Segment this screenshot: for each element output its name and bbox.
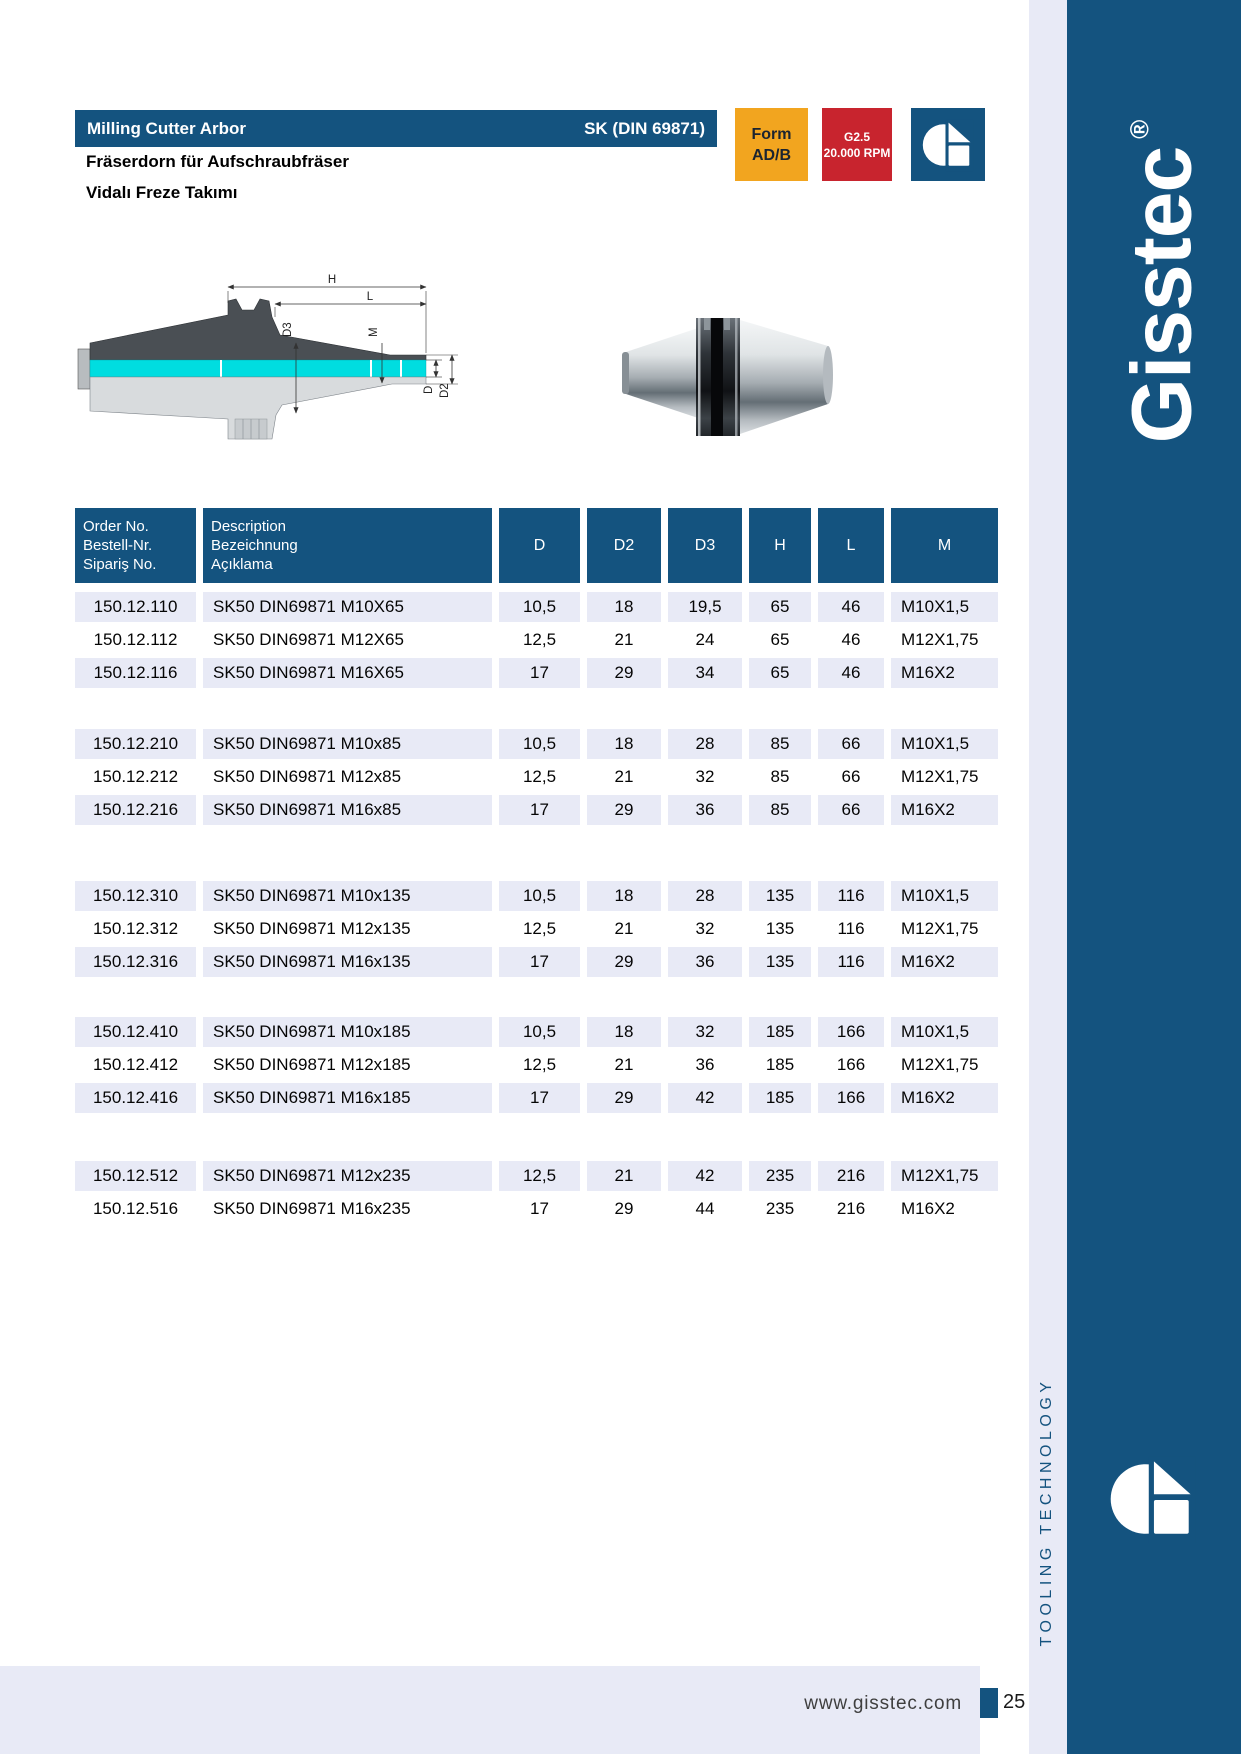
cell-desc: SK50 DIN69871 M10X65 [203,592,492,622]
cell-desc: SK50 DIN69871 M12X65 [213,630,404,649]
cell-m: M16X2 [891,658,998,688]
cell-l: 66 [841,767,861,786]
cell-desc: SK50 DIN69871 M10x185 [203,1017,492,1047]
table-group [75,1161,998,1227]
table-group [75,729,998,828]
table-row [75,795,998,825]
cell-d: 12,5 [522,630,557,649]
cell-d3: 32 [668,1017,742,1047]
registered-mark: ® [1124,120,1155,139]
page-number-marker [980,1688,998,1718]
cell-l: 66 [818,729,884,759]
cell-order: 150.12.312 [92,919,179,938]
cell-desc: SK50 DIN69871 M16x135 [203,947,492,977]
cell-d3: 44 [695,1199,715,1218]
col-header-d2: D2 [587,508,661,583]
col-header-h: H [749,508,811,583]
cell-order: 150.12.316 [75,947,196,977]
cell-d3: 36 [668,795,742,825]
form-badge-line1: Form [751,125,792,143]
cell-d2: 29 [587,947,661,977]
cell-m: M12X1,75 [901,767,979,786]
cell-d: 12,5 [522,1055,557,1074]
col-header-desc-en: Description [211,518,287,535]
cell-order: 150.12.116 [75,658,196,688]
table-row [75,729,998,759]
dim-label-d3: D3 [282,322,294,337]
cell-d: 17 [499,795,580,825]
cell-h: 85 [749,795,811,825]
cell-d: 10,5 [499,1017,580,1047]
cell-d: 17 [499,658,580,688]
cell-d: 12,5 [522,767,557,786]
cell-m: M16X2 [901,1199,955,1218]
dim-label-d: D [423,385,435,394]
cell-h: 235 [749,1161,811,1191]
col-header-d: D [499,508,580,583]
table-row [75,1161,998,1191]
table-header-row [75,508,998,583]
cell-order: 150.12.210 [75,729,196,759]
cell-h: 185 [749,1083,811,1113]
cell-order: 150.12.416 [75,1083,196,1113]
cell-h: 185 [765,1055,795,1074]
table-row [75,881,998,911]
cell-d3: 28 [668,881,742,911]
cell-order: 150.12.310 [75,881,196,911]
cell-d3: 28 [668,729,742,759]
cell-order: 150.12.516 [92,1199,179,1218]
cell-h: 235 [765,1199,795,1218]
table-row [75,658,998,688]
table-group [75,881,998,980]
cell-d2: 21 [614,630,634,649]
cell-l: 46 [841,630,861,649]
col-header-order [75,508,196,583]
cell-d: 12,5 [499,1161,580,1191]
cell-order: 150.12.212 [92,767,179,786]
speed-badge-line1: G2.5 [843,129,870,144]
cell-d2: 18 [587,592,661,622]
cell-d3: 19,5 [668,592,742,622]
cell-l: 66 [818,795,884,825]
col-header-l: L [818,508,884,583]
table-row [75,1194,998,1224]
cell-d3: 24 [695,630,715,649]
cell-m: M12X1,75 [901,630,979,649]
table-row [75,625,998,655]
cell-d3: 32 [695,919,715,938]
brand-tagline: TOOLING TECHNOLOGY [1038,1377,1055,1647]
cell-l: 46 [818,658,884,688]
cell-h: 65 [749,592,811,622]
cell-desc: SK50 DIN69871 M12x85 [213,767,402,786]
cell-m: M10X1,5 [891,881,998,911]
cell-d3: 36 [668,947,742,977]
subtitle-turkish: Vidalı Freze Takımı [86,183,238,202]
cell-d3: 36 [695,1055,715,1074]
cell-m: M12X1,75 [901,919,979,938]
cell-m: M16X2 [891,947,998,977]
table-row [75,762,998,792]
col-header-description [203,508,492,583]
cell-l: 116 [818,881,884,911]
speed-badge-line2: 20.000 RPM [823,145,891,160]
cell-desc: SK50 DIN69871 M16x185 [203,1083,492,1113]
cell-d3: 32 [695,767,715,786]
table-group [75,1017,998,1116]
cell-d2: 21 [614,767,634,786]
cell-order: 150.12.216 [75,795,196,825]
cell-m: M12X1,75 [891,1161,998,1191]
cell-order: 150.12.110 [75,592,196,622]
cell-d2: 21 [614,919,634,938]
col-header-desc-de: Bezeichnung [211,537,298,554]
cell-l: 116 [837,919,865,938]
cell-m: M16X2 [891,1083,998,1113]
cell-desc: SK50 DIN69871 M12x185 [213,1055,411,1074]
cell-order: 150.12.112 [93,630,178,649]
dim-label-m: M [368,327,380,337]
cell-d: 12,5 [522,919,557,938]
col-header-desc-tr: Açıklama [211,556,273,573]
col-header-d3: D3 [668,508,742,583]
cell-order: 150.12.512 [75,1161,196,1191]
cell-l: 46 [818,592,884,622]
page-title: Milling Cutter Arbor [87,118,246,138]
website-link[interactable]: www.gisstec.com [804,1693,962,1714]
col-header-order-de: Bestell-Nr. [83,537,153,554]
cell-d: 10,5 [499,592,580,622]
cell-l: 166 [836,1055,866,1074]
cell-d3: 42 [668,1083,742,1113]
table-row [75,1050,998,1080]
cell-m: M10X1,5 [891,592,998,622]
cell-h: 85 [770,767,790,786]
cell-d2: 21 [614,1055,634,1074]
cell-d2: 29 [587,795,661,825]
dim-label-h: H [327,274,337,286]
cell-desc: SK50 DIN69871 M12x135 [213,919,411,938]
cell-h: 65 [749,658,811,688]
cell-d: 17 [530,1199,549,1218]
cell-h: 185 [749,1017,811,1047]
cell-l: 216 [836,1199,866,1218]
brand-logotype [1114,121,1211,444]
cell-h: 135 [749,881,811,911]
cell-order: 150.12.412 [92,1055,179,1074]
form-badge-line2: AD/B [751,146,792,164]
cell-h: 65 [770,630,790,649]
cell-d3: 42 [668,1161,742,1191]
table-group [75,592,998,691]
cell-d3: 34 [668,658,742,688]
cell-d: 10,5 [499,881,580,911]
cell-d2: 29 [614,1199,634,1218]
cell-desc: SK50 DIN69871 M10x85 [203,729,492,759]
cell-l: 216 [818,1161,884,1191]
table-row [75,592,998,622]
cell-order: 150.12.410 [75,1017,196,1047]
col-header-m: M [891,508,998,583]
cell-d2: 29 [587,1083,661,1113]
page-number: 25 [1003,1691,1026,1713]
cell-desc: SK50 DIN69871 M12x235 [203,1161,492,1191]
cell-d2: 18 [587,729,661,759]
dim-label-l: L [366,291,374,303]
brand-name: Gisstec [1114,146,1209,444]
gisstec-logo-icon [1106,1452,1200,1546]
cell-desc: SK50 DIN69871 M16X65 [203,658,492,688]
cell-h: 135 [749,947,811,977]
cell-m: M16X2 [891,795,998,825]
cell-d: 17 [499,947,580,977]
standard-label: SK (DIN 69871) [584,118,705,138]
col-header-order-en: Order No. [83,518,149,535]
cell-desc: SK50 DIN69871 M16x235 [213,1199,411,1218]
cell-l: 116 [818,947,884,977]
cell-d2: 29 [587,658,661,688]
cell-d2: 21 [587,1161,661,1191]
table-row [75,914,998,944]
cell-d2: 18 [587,881,661,911]
table-row [75,1017,998,1047]
dimension-table [75,0,1005,1300]
cell-l: 166 [818,1083,884,1113]
cell-m: M10X1,5 [891,729,998,759]
cell-desc: SK50 DIN69871 M10x135 [203,881,492,911]
subtitle-german: Fräserdorn für Aufschraubfräser [86,152,349,171]
table-row [75,947,998,977]
cell-m: M10X1,5 [891,1017,998,1047]
dim-label-d2: D2 [439,383,451,398]
cell-h: 135 [765,919,795,938]
cell-desc: SK50 DIN69871 M16x85 [203,795,492,825]
cell-h: 85 [749,729,811,759]
cell-m: M12X1,75 [901,1055,979,1074]
table-row [75,1083,998,1113]
col-header-order-tr: Sipariş No. [83,556,157,573]
cell-d: 10,5 [499,729,580,759]
cell-d2: 18 [587,1017,661,1047]
cell-d: 17 [499,1083,580,1113]
cell-l: 166 [818,1017,884,1047]
